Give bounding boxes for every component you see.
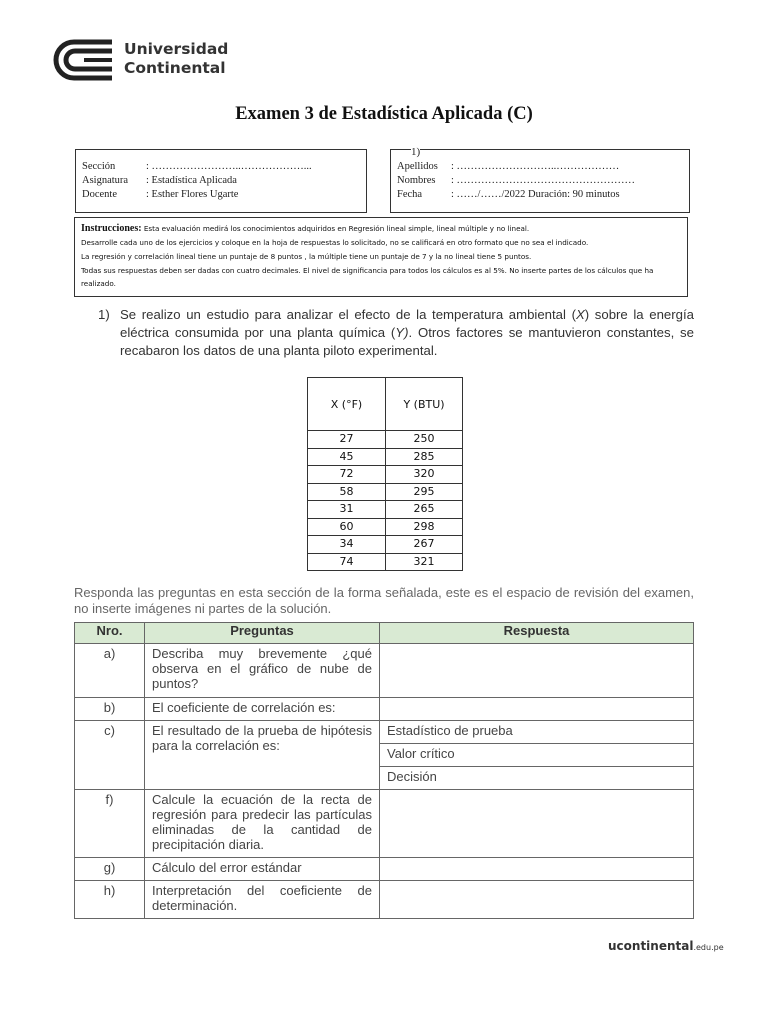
university-logo-icon bbox=[52, 38, 114, 82]
column-header-y: Y (BTU) bbox=[386, 378, 463, 431]
table-row: g) Cálculo del error estándar bbox=[75, 858, 694, 881]
answer-cell-h[interactable] bbox=[380, 881, 694, 919]
table-row: c) El resultado de la prueba de hipótesis para la correlación es: Estadístico de prueba bbox=[75, 721, 694, 744]
table-row: 74 321 bbox=[308, 553, 463, 571]
course-info-box bbox=[75, 149, 367, 213]
answer-cell-critical-value[interactable]: Valor crítico bbox=[380, 744, 694, 767]
table-row: f) Calcule la ecuación de la recta de regresión para predecir las partículas eliminadas de la cantidad de precipitación diaria. bbox=[75, 790, 694, 858]
teacher-row: Docente : Esther Flores Ugarte bbox=[82, 189, 239, 200]
student-info-box bbox=[390, 146, 690, 213]
answer-cell-g[interactable] bbox=[380, 858, 694, 881]
header-questions: Preguntas bbox=[145, 623, 380, 644]
data-table bbox=[307, 377, 463, 571]
table-row: 72 320 bbox=[308, 466, 463, 484]
header-answer: Respuesta bbox=[380, 623, 694, 644]
table-row: a) Describa muy brevemente ¿qué observa en el gráfico de nube de puntos? bbox=[75, 644, 694, 698]
table-row: b) El coeficiente de correlación es: bbox=[75, 698, 694, 721]
answer-cell-f[interactable] bbox=[380, 790, 694, 858]
table-row: h) Interpretación del coeficiente de determinación. bbox=[75, 881, 694, 919]
table-row: 58 295 bbox=[308, 483, 463, 501]
table-row: 31 265 bbox=[308, 501, 463, 519]
date-row: Fecha : ……/……/2022 Duración: 90 minutos bbox=[397, 189, 620, 200]
table-row: 34 267 bbox=[308, 536, 463, 554]
box-number: 1) bbox=[411, 146, 421, 158]
table-row: 45 285 bbox=[308, 448, 463, 466]
table-row: 60 298 bbox=[308, 518, 463, 536]
answer-cell-a[interactable] bbox=[380, 644, 694, 698]
subject-row: Asignatura : Estadística Aplicada bbox=[82, 175, 237, 186]
header-number: Nro. bbox=[75, 623, 145, 644]
instructions-box: Instrucciones: Esta evaluación medirá los conocimientos adquiridos en Regresión lineal simple, lineal múltiple y no lineal. Desarrolle cada uno de los ejercicios y coloque en la hoja de respuestas lo solicitado, no se calificará en otro formato que no sea el indicado. La regresión y correlación lineal tiene un puntaje de 8 puntos , la múltiple tiene un puntaje de 7 y la no lineal tiene 5 puntos. Todas sus respuestas deben ser dadas con cuatro decimales. El nivel de significancia para todos los cálculos es al 5%. No inserte partes de los cálculos que ha realizado. bbox=[74, 217, 688, 297]
name-row: Nombres : …………………………………………… bbox=[397, 175, 636, 186]
answer-table bbox=[74, 622, 694, 919]
answer-instructions: Responda las preguntas en esta sección de la forma señalada, este es el espacio de revisión del examen, no inserte imágenes ni partes de la solución. bbox=[74, 585, 694, 616]
section-row: Sección : ……………………..………………... bbox=[82, 161, 312, 172]
column-header-x: X (°F) bbox=[308, 378, 386, 431]
answer-cell-b[interactable] bbox=[380, 698, 694, 721]
question-1: 1) Se realizo un estudio para analizar el efecto de la temperatura ambiental (X) sobre la energía eléctrica consumida por una planta química (Y). Otros factores se mantuvieron constantes, se recabaron los datos de una planta piloto experimental. bbox=[98, 307, 694, 358]
surname-row: Apellidos : ………………………..……………… bbox=[397, 161, 620, 172]
footer-brand: ucontinental.edu.pe bbox=[608, 939, 724, 953]
answer-cell-decision[interactable]: Decisión bbox=[380, 767, 694, 790]
answer-cell-test-statistic[interactable]: Estadístico de prueba bbox=[380, 721, 694, 744]
table-row: 27 250 bbox=[308, 431, 463, 449]
exam-title: Examen 3 de Estadística Aplicada (C) bbox=[235, 104, 533, 124]
university-name: Universidad Continental bbox=[124, 40, 229, 77]
